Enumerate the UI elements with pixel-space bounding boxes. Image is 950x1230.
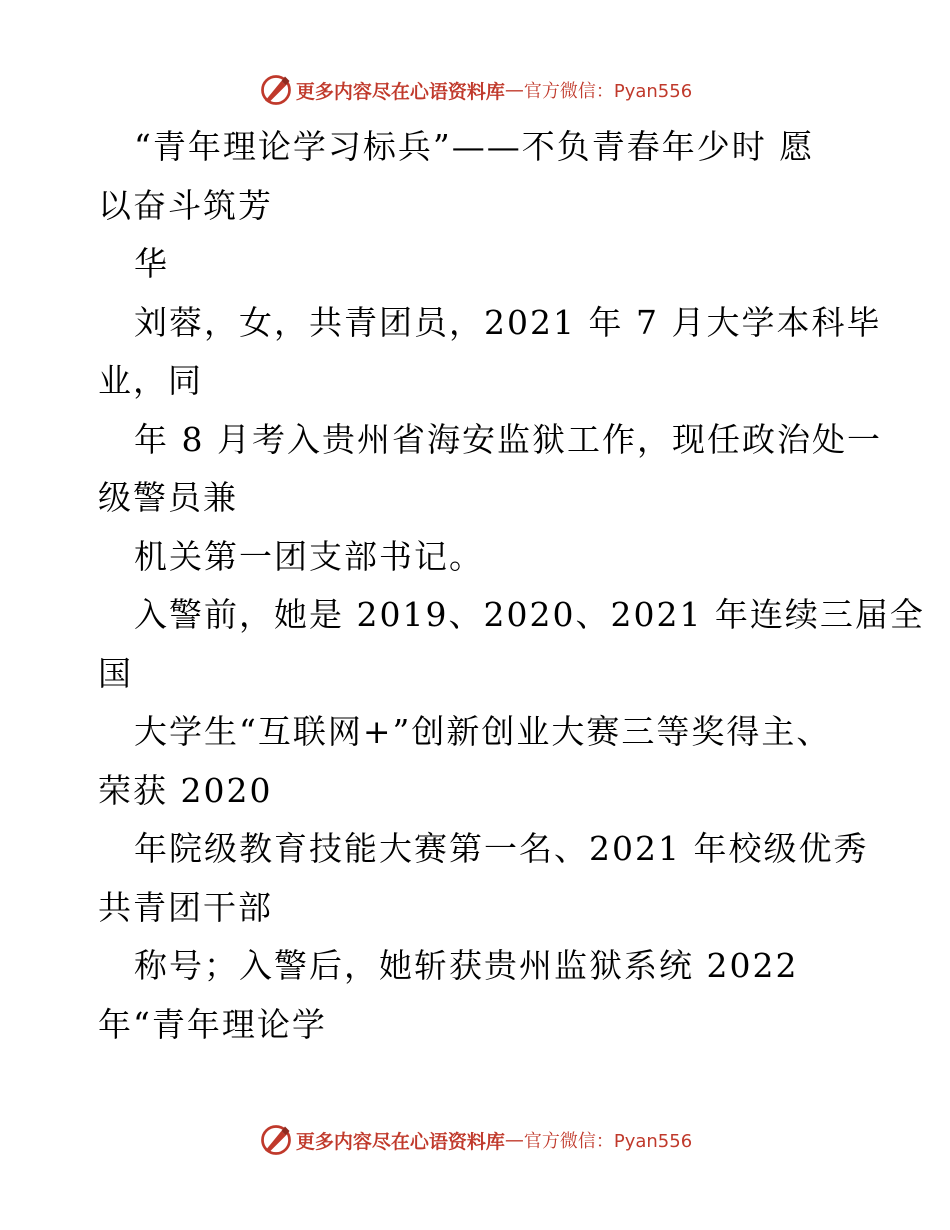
text-line: 荣获 2020 xyxy=(98,770,273,810)
text-line: 华 xyxy=(134,244,169,283)
document-body xyxy=(98,118,925,1054)
text-line: 共青团干部 xyxy=(98,887,273,927)
text-line: 称号；入警后，她斩获贵州监狱系统 2022 xyxy=(134,946,799,985)
text-line: 年 8 月考入贵州省海安监狱工作，现任政治处一 xyxy=(134,419,882,459)
text-line: 级警员兼 xyxy=(98,478,238,517)
watermark-site-text: 更多内容尽在心语资料库 xyxy=(295,1130,505,1153)
header-watermark xyxy=(0,70,950,110)
text-line: 年“青年理论学 xyxy=(98,1004,327,1044)
text-line: 刘蓉，女，共青团员，2021 年 7 月大学本科毕 xyxy=(134,302,882,342)
watermark-site-text: 更多内容尽在心语资料库 xyxy=(295,80,505,103)
text-line: “青年理论学习标兵”——不负青春年少时 愿 xyxy=(134,127,815,166)
text-line: 年院级教育技能大赛第一名、2021 年校级优秀 xyxy=(134,829,869,868)
text-line: 业，同 xyxy=(98,361,203,400)
text-line: 以奋斗筑芳 xyxy=(98,185,273,225)
text-line: 大学生“互联网+”创新创业大赛三等奖得主、 xyxy=(134,712,832,751)
text-line: 入警前，她是 2019、2020、2021 年连续三届全 xyxy=(134,595,925,634)
text-line: 机关第一团支部书记。 xyxy=(134,536,484,576)
watermark-contact-text: 官方微信：Pyan556 xyxy=(523,81,693,102)
watermark-separator: — xyxy=(504,79,524,101)
watermark-contact-text: 官方微信：Pyan556 xyxy=(523,1131,693,1152)
fountain-pen-logo-icon xyxy=(258,72,294,108)
footer-watermark xyxy=(0,1120,950,1160)
fountain-pen-logo-icon xyxy=(258,1122,294,1158)
text-line: 国 xyxy=(98,653,133,693)
watermark-separator: — xyxy=(504,1129,524,1151)
